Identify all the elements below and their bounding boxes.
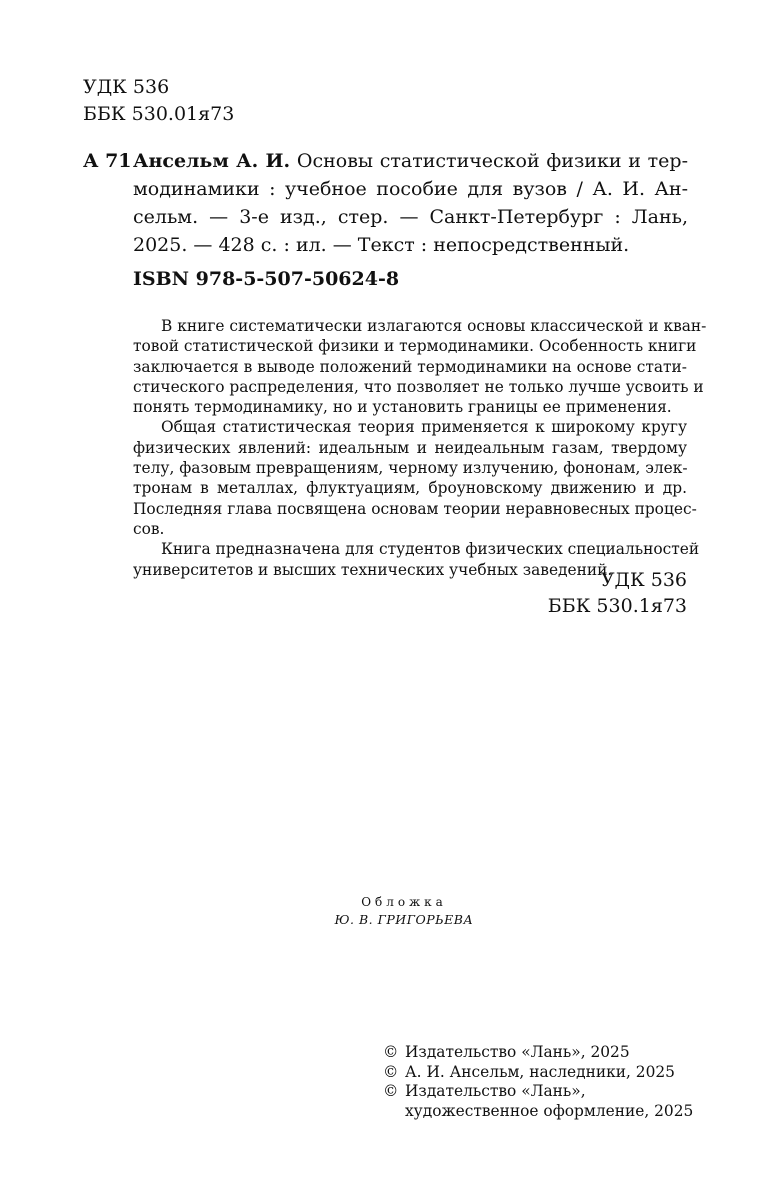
- copyright-line: [383, 1063, 693, 1083]
- abstract-line: сов.: [133, 519, 165, 538]
- description-line-3: сельм. — 3-е изд., стер. — Санкт-Петербург : Лань,: [133, 206, 688, 228]
- copyright-text: Издательство «Лань», 2025: [405, 1043, 630, 1061]
- abstract-line: В книге систематически излагаются основы классической и кван-: [161, 317, 707, 335]
- abstract-line: тронам в металлах, флуктуациям, броуновскому движению и др.: [133, 479, 687, 498]
- abstract-line: товой статистической физики и термодинамики. Особенность книги: [133, 337, 697, 356]
- udk-code: УДК 536: [600, 569, 687, 591]
- abstract-line: стического распределения, что позволяет не только лучше усвоить и: [133, 377, 704, 396]
- isbn: ISBN 978-5-507-50624-8: [133, 268, 400, 290]
- classification-footer: [548, 567, 687, 619]
- bibliographic-description: [133, 147, 688, 259]
- copyright-continuation: художественное оформление, 2025: [405, 1101, 694, 1120]
- author-mark: А 71: [83, 150, 132, 172]
- copyright-symbol: ©: [383, 1082, 399, 1100]
- description-line-1-rest: Основы статистической физики и тер-: [290, 150, 688, 172]
- copyright-text: А. И. Ансельм, наследники, 2025: [405, 1062, 675, 1081]
- copyright-text: Издательство «Лань»,: [405, 1082, 586, 1100]
- copyright-symbol: ©: [383, 1043, 399, 1061]
- copyright-line: [383, 1082, 693, 1102]
- bbk-code: ББК 530.01я73: [83, 103, 235, 125]
- abstract-line: понять термодинамику, но и установить границы ее применения.: [133, 398, 672, 417]
- cover-label: Обложка: [361, 895, 447, 909]
- abstract-line: телу, фазовым превращениям, черному излучению, фононам, элек-: [133, 459, 688, 478]
- abstract-line: университетов и высших технических учебных заведений.: [133, 560, 613, 579]
- author-name: Ансельм А. И.: [133, 150, 291, 172]
- cover-credit: [0, 893, 768, 929]
- abstract-line: физических явлений: идеальным и неидеальным газам, твердому: [133, 438, 687, 457]
- udk-code: УДК 536: [83, 76, 170, 98]
- description-line-4: 2025. — 428 с. : ил. — Текст : непосредственный.: [133, 234, 630, 256]
- abstract-line: Последняя глава посвящена основам теории неравновесных процес-: [133, 499, 697, 518]
- copyright-line: [383, 1043, 693, 1063]
- cover-designer: Ю. В. ГРИГОРЬЕВА: [334, 912, 474, 927]
- abstract-line: Книга предназначена для студентов физических специальностей: [161, 540, 700, 559]
- copyright-symbol: ©: [383, 1062, 399, 1081]
- bbk-code: ББК 530.1я73: [547, 595, 687, 617]
- abstract-line: Общая статистическая теория применяется к широкому кругу: [161, 418, 687, 437]
- classification-header: [83, 74, 234, 128]
- abstract: [133, 316, 707, 580]
- description-line-2: модинамики : учебное пособие для вузов / А. И. Ан-: [133, 178, 688, 200]
- copyright-block: [383, 1043, 693, 1121]
- abstract-line: заключается в выводе положений термодинамики на основе стати-: [133, 357, 687, 376]
- description-line-1: [133, 147, 688, 175]
